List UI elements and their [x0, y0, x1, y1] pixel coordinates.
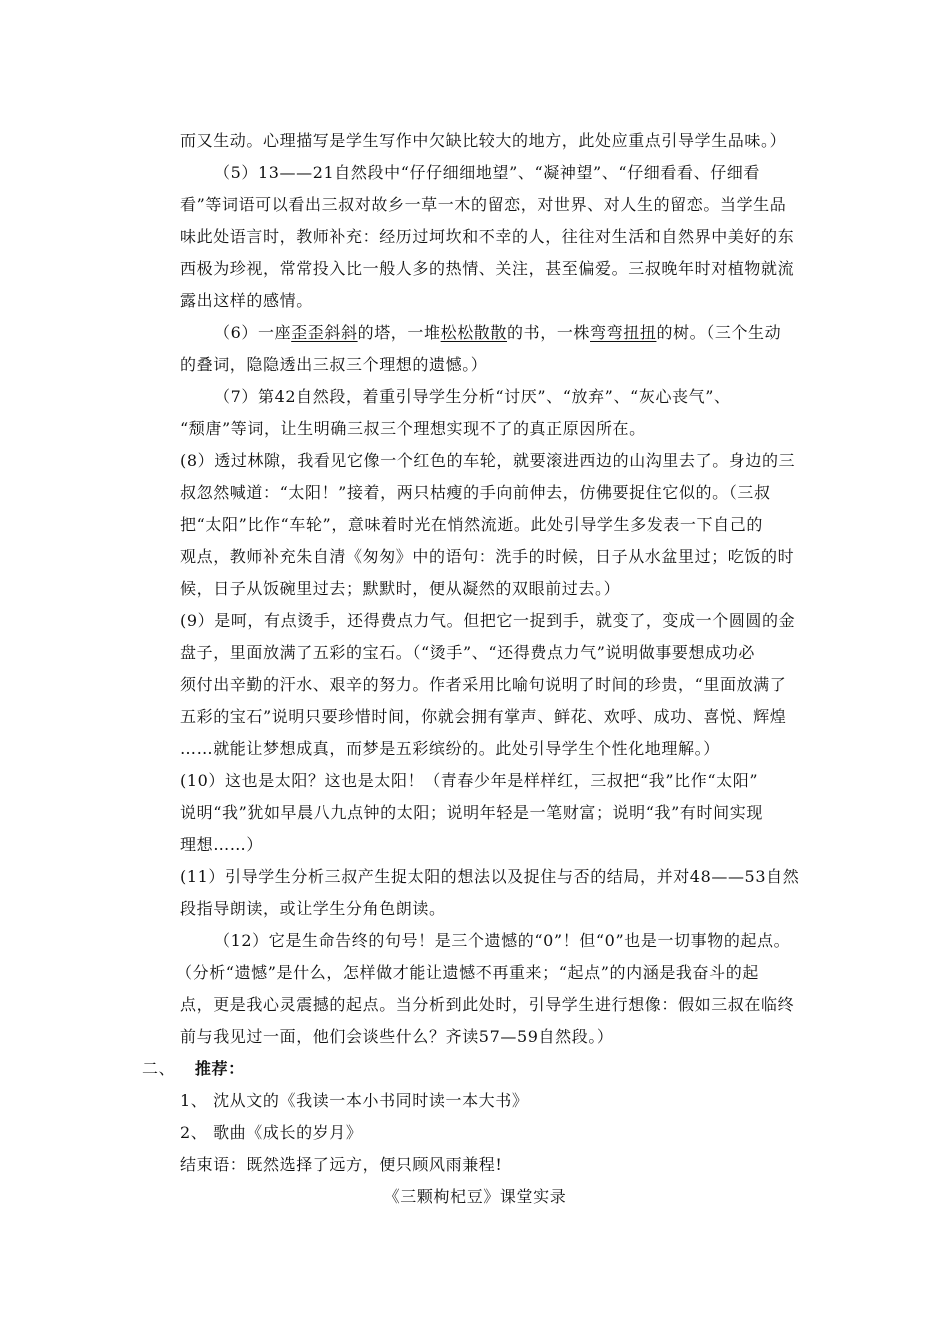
- text-line: 盘子，里面放满了五彩的宝石。（“烫手”、“还得费点力气”说明做事要想成功必: [180, 643, 755, 662]
- closing-line: 结束语：既然选择了远方，便只顾风雨兼程!: [180, 1155, 503, 1174]
- text-fragment: 的树。（三个生动: [656, 323, 782, 342]
- text-line: 把“太阳”比作“车轮”，意味着时光在悄然流逝。此处引导学生多发表一下自己的: [180, 515, 763, 534]
- text-line: 观点，教师补充朱自清《匆匆》中的语句：洗手的时候，日子从水盆里过；吃饭的时: [180, 547, 795, 566]
- text-line: （7）第42自然段，着重引导学生分析“讨厌”、“放弃”、“灰心丧气”、: [214, 387, 731, 406]
- list-item: 2、 歌曲《成长的岁月》: [180, 1123, 363, 1142]
- text-line: 须付出辛勤的汗水、艰辛的努力。作者采用比喻句说明了时间的珍贵，“里面放满了: [180, 675, 787, 694]
- underlined-word: 歪歪斜斜: [291, 323, 358, 342]
- text-line: ……就能让梦想成真，而梦是五彩缤纷的。此处引导学生个性化地理解。）: [180, 739, 720, 758]
- text-line: 叔忽然喊道：“太阳！”接着，两只枯瘦的手向前伸去，仿佛要捉住它似的。（三叔: [180, 483, 771, 502]
- text-line: (9）是呵，有点烫手，还得费点力气。但把它一捉到手，就变了，变成一个圆圆的金: [180, 611, 796, 630]
- text-line: 露出这样的感情。: [180, 291, 313, 310]
- text-line: (11）引导学生分析三叔产生捉太阳的想法以及捉住与否的结局，并对48——53自然: [180, 867, 800, 886]
- next-section-title: 《三颗枸杞豆》课堂实录: [383, 1187, 567, 1206]
- underlined-word: 弯弯扭扭: [590, 323, 657, 342]
- text-line: 段指导朗读，或让学生分角色朗读。: [180, 899, 446, 918]
- text-fragment: 的塔，一堆: [357, 323, 441, 342]
- text-line: 候，日子从饭碗里过去；默默时，便从凝然的双眼前过去。）: [180, 579, 621, 598]
- section-heading: [142, 1058, 245, 1080]
- list-item: 1、 沈从文的《我读一本小书同时读一本大书》: [180, 1091, 529, 1110]
- text-line: (8）透过林隙，我看见它像一个红色的车轮，就要滚进西边的山沟里去了。身边的三: [180, 451, 796, 470]
- text-line: 点，更是我心灵震撼的起点。当分析到此处时，引导学生进行想像：假如三叔在临终: [180, 995, 795, 1014]
- text-line: 前与我见过一面，他们会谈些什么？齐读57—59自然段。）: [180, 1027, 614, 1046]
- text-fragment: 的书，一株: [507, 323, 591, 342]
- text-line: （分析“遗憾”是什么，怎样做才能让遗憾不再重来；“起点”的内涵是我奋斗的起: [176, 963, 759, 982]
- underlined-word: 松松散散: [440, 323, 508, 342]
- text-line: 味此处语言时，教师补充：经历过坷坎和不幸的人，往往对生活和自然界中美好的东: [180, 227, 795, 246]
- text-line: 看”等词语可以看出三叔对故乡一草一木的留恋，对世界、对人生的留恋。当学生品: [180, 195, 787, 214]
- text-line: 西极为珍视，常常投入比一般人多的热情、关注，甚至偏爱。三叔晚年时对植物就流: [180, 259, 795, 278]
- text-line: “颓唐”等词，让生明确三叔三个理想实现不了的真正原因所在。: [180, 419, 646, 438]
- text-line: 理想……）: [180, 835, 264, 854]
- text-line-reduplicated-words: [214, 322, 781, 344]
- text-line: (10）这也是太阳？这也是太阳！（青春少年是样样红，三叔把“我”比作“太阳”: [180, 771, 759, 790]
- section-title: 推荐：: [194, 1059, 245, 1078]
- text-line: （12）它是生命告终的句号！是三个遗憾的“0”！但“0”也是一切事物的起点。: [214, 931, 791, 950]
- text-line: 五彩的宝石”说明只要珍惜时间，你就会拥有掌声、鲜花、欢呼、成功、喜悦、辉煌: [180, 707, 787, 726]
- text-line: 说明“我”犹如早晨八九点钟的太阳；说明年轻是一笔财富；说明“我”有时间实现: [180, 803, 763, 822]
- text-line: 的叠词，隐隐透出三叔三个理想的遗憾。）: [180, 355, 488, 374]
- text-line: 而又生动。心理描写是学生写作中欠缺比较大的地方，此处应重点引导学生品味。）: [180, 131, 787, 150]
- text-fragment: （6）一座: [214, 323, 292, 342]
- section-number: 二、: [142, 1059, 176, 1078]
- text-line: （5）13——21自然段中“仔仔细细地望”、“凝神望”、“仔细看看、仔细看: [214, 163, 760, 182]
